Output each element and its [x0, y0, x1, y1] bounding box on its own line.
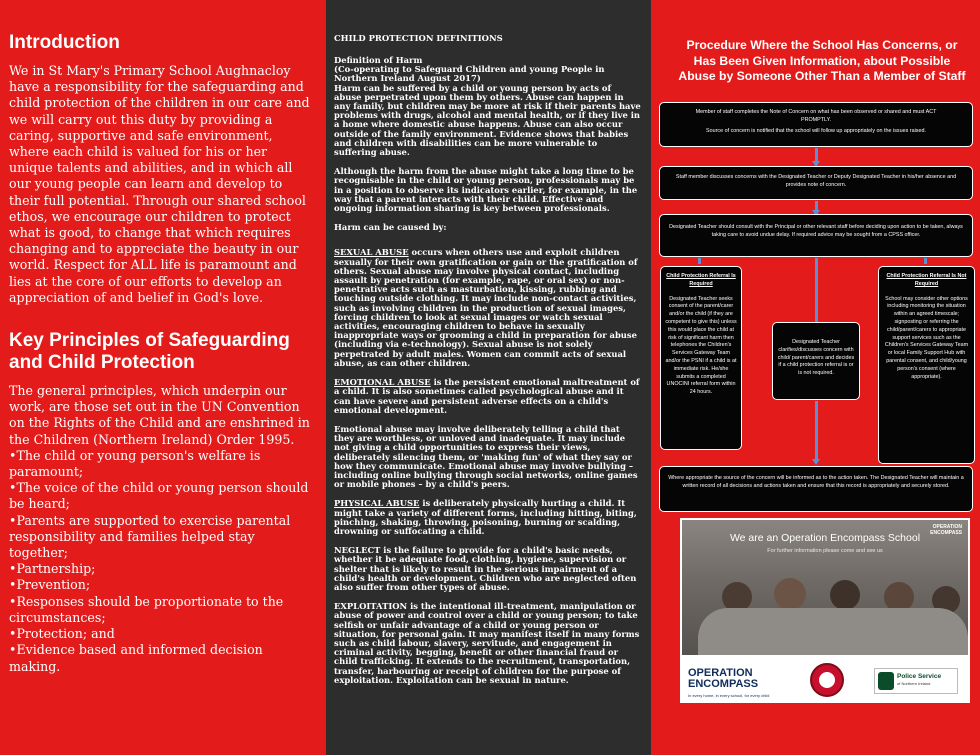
flow-step-3-text: Designated Teacher should consult with the Principal or other relevant staff before deciding upon action to be taken, always taking care to avoid undue delay. If required advice may be sought from a CPSS officer. — [669, 224, 963, 238]
middle-panel — [326, 0, 651, 755]
photo-corner-line-1: OPERATION — [932, 524, 962, 530]
procedure-title: Procedure Where the School Has Concerns, or Has Been Given Information, about Possible Abuse by Someone Other Than a Member of Staff — [678, 38, 966, 83]
emotional-abuse-paragraph — [334, 378, 641, 415]
neglect-paragraph — [334, 546, 641, 592]
flow-arrow-3-middle — [815, 258, 818, 322]
child-silhouette — [774, 578, 806, 610]
referral-not-required-text: School may consider other options including monitoring the situation within an agreed timescale; signposting or referring the child/parent/carers to appropriate support services such as the Children's Services Gateway Team or local Family Support Hub with parental consent, and child/young person's consent (where appropriate). — [884, 295, 969, 380]
final-record-box — [659, 466, 973, 512]
crest-center — [819, 672, 835, 688]
flow-arrow-4 — [815, 401, 818, 461]
psni-name-line-1: Police Service — [897, 673, 942, 680]
operation-encompass-logo — [688, 668, 769, 701]
psni-logo — [874, 668, 958, 694]
physical-abuse-text: is deliberately physically hurting a child. It might take a variety of different forms, including hitting, biting, pinching, shaking, throwing, poisoning, burning or scalding, drowning or suffocating a child. — [334, 498, 637, 536]
sexual-abuse-paragraph — [334, 248, 641, 368]
harm-definition — [334, 56, 641, 157]
poster-subtitle: For further information please come and see us — [767, 548, 883, 554]
children-photo — [682, 520, 968, 655]
flow-step-2-text: Staff member discusses concerns with the Designated Teacher or Deputy Designated Teacher in his/her absence and provides note of concern. — [675, 174, 957, 188]
intro-heading: Introduction — [9, 32, 120, 53]
flow-step-1-text: Member of staff completes the Note of Concern on what has been observed or shared and must ACT PROMPTLY. — [695, 109, 937, 123]
principle-item: • Evidence based and informed decision making. — [9, 642, 312, 674]
partner-logos — [680, 658, 970, 703]
flow-arrow-3-right — [924, 258, 927, 264]
principles-heading: Key Principles of Safeguarding and Child Protection — [9, 330, 290, 374]
exploitation-paragraph — [334, 602, 641, 685]
flow-step-2 — [659, 166, 973, 200]
harm-text: Harm can be suffered by a child or young person by acts of abuse perpetrated upon them by others. Abuse can happen in any family, but children may be more at risk if their parents have problems with drugs, alcohol and mental health, or if they live in a home where domestic abuse happens. Abuse can also occur outside of the family environment. Evidence shows that babies and children with disabilities can be more vulnerable to suffering abuse. — [334, 82, 641, 158]
poster-title: We are an Operation Encompass School — [729, 532, 921, 544]
clarify-box-text: Designated Teacher clarifies/discusses concern with child/ parent/carers and decides if a child protection referral is or is not required. — [777, 339, 855, 377]
principles-list — [9, 448, 312, 675]
flow-step-1-note: Source of concern is notified that the school will follow up appropriately on the issues raised. — [706, 127, 926, 134]
emotional-abuse-label: EMOTIONAL ABUSE — [334, 377, 431, 388]
caused-by: Harm can be caused by: — [334, 222, 447, 233]
psni-name — [897, 673, 941, 687]
photo-corner-line-2: ENCOMPASS — [930, 530, 962, 536]
sexual-abuse-text: occurs when others use and exploit children sexually for their own gratification or gain or the gratification of others. Sexual abuse may involve physical contact, including assault by penetration (for example, rape, or oral sex) or non-penetrative acts such as masturbation, kissing, rubbing and touching outside clothing. It may include non-contact activities, such as involving children in the production of sexual images, forcing children to look at sexual images or watch sexual activities, encouraging children to behave in sexually inappropriate ways or grooming a child in preparation for abuse (including via e-technology). Sexual abuse is not solely perpetrated by adult males. Women can commit acts of sexual abuse, as can other children. — [334, 247, 638, 368]
psni-badge-icon — [878, 672, 894, 690]
exploitation-text: is the intentional ill-treatment, manipulation or abuse of power and control over a child or young person; to take selfish or unfair advantage of a child or young person or situation, for personal gain. It may manifest itself in many forms such as child labour, slavery, servitude, and engagement in criminal activity, begging, benefit or other financial fraud or child trafficking. It extends to the recruitment, transportation, transfer, harbouring or receipt of children for the purpose of exploitation. Exploitation can be sexual in nature. — [334, 601, 640, 685]
final-record-text: Where appropriate the source of the concern will be informed as to the action taken. The Designated Teacher will maintain a written record of all decisions and actions taken and ensure that this record is appropriately and securely stored. — [668, 475, 964, 489]
neglect-text: is the failure to provide for a child's basic needs, whether it be adequate food, clothing, hygiene, supervision or shelter that is likely to result in the serious impairment of a child's health or development. Children who are neglected often also suffer from other types of abuse. — [334, 545, 637, 592]
physical-abuse-paragraph — [334, 499, 641, 536]
referral-not-required-box — [878, 266, 975, 464]
school-crest-icon — [810, 663, 844, 697]
referral-not-required-title: Child Protection Referral Is Not Required — [886, 273, 967, 287]
referral-required-text: Designated Teacher seeks consent of the parent/carer and/or the child (if they are competent to give this) unless this would place the child at risk of significant harm then telephones the Children's Services Gateway Team and/or the PSNI if a child is at immediate risk. He/she submits a completed UNOCINI referral form within 24 hours. — [665, 295, 737, 396]
emotional-abuse-text: is the persistent emotional maltreatment of a child. It is also sometimes called psychological abuse and it can have severe and persistent adverse effects on a child's emotional development. — [334, 377, 640, 415]
principle-item: • Protection; and — [9, 626, 312, 642]
children-bodies — [698, 608, 968, 655]
referral-required-box — [660, 266, 742, 450]
oe-logo-line-2: ENCOMPASS — [688, 678, 759, 690]
flow-arrow-4-head — [812, 459, 820, 465]
principle-item: • Responses should be proportionate to the circumstances; — [9, 594, 312, 626]
exploitation-label: EXPLOITATION — [334, 601, 408, 612]
harm-title: Definition of Harm — [334, 55, 423, 65]
principle-item: • The voice of the child or young person should be heard; — [9, 480, 312, 512]
principle-item: • Partnership; — [9, 561, 312, 577]
flow-step-1 — [659, 102, 973, 147]
harm-source: (Co-operating to Safeguard Children and young People in Northern Ireland August 2017) — [334, 64, 605, 84]
left-panel — [0, 0, 326, 755]
operation-encompass-poster — [680, 518, 970, 703]
oe-logo-line-1: OPERATION — [688, 667, 753, 679]
child-silhouette — [830, 580, 860, 610]
principle-item: • Parents are supported to exercise parental responsibility and families helped stay together; — [9, 513, 312, 562]
flow-arrow-1 — [815, 148, 818, 162]
oe-tagline: In every home, in every school, for every child — [688, 693, 770, 698]
referral-required-title: Child Protection Referral Is Required — [666, 273, 736, 287]
right-panel — [651, 0, 980, 755]
principle-item: • Prevention; — [9, 577, 312, 593]
flow-step-3 — [659, 214, 973, 257]
neglect-label: NEGLECT — [334, 545, 381, 556]
intro-text: We in St Mary's Primary School Aughnacloy have a responsibility for the safeguarding and child protection of the children in our care and we will carry out this duty by providing a caring, supportive and safe environment, where each child is valued for his or her unique talents and abilities, and in which all our young people can learn and develop to their full potential. Through our shared school ethos, we encourage our children to protect what is good, to change that which requires changing and to appreciate the beauty in our world. Respect for ALL life is paramount and lies at the core of our efforts to develop an appreciation of and belief in God's love. — [9, 63, 310, 305]
physical-abuse-label: PHYSICAL ABUSE — [334, 498, 420, 509]
psni-name-line-2: of Northern Ireland — [897, 681, 931, 686]
clarify-box — [772, 322, 860, 400]
definitions-heading: CHILD PROTECTION DEFINITIONS — [334, 33, 503, 43]
principle-item: • The child or young person's welfare is paramount; — [9, 448, 312, 480]
emotional-abuse-paragraph-2: Emotional abuse may involve deliberately telling a child that they are worthless, or unloved and inadequate. It may include not giving a child opportunities to express their views, deliberately silencing them, or 'making fun' of what they say or how they communicate. Emotional abuse may involve bullying – including online bullying through social networks, online games or mobile phones – by a child's peers. — [334, 423, 638, 490]
harm-text-2: Although the harm from the abuse might take a long time to be recognisable in the child or young person, professionals may be in a position to observe its indicators earlier, for example, in the way that a parent interacts with their child. Effective and ongoing information sharing is key between professionals. — [334, 166, 638, 214]
principles-intro: The general principles, which underpin our work, are those set out in the UN Convention on the Rights of the Child and are enshrined in the Children (Northern Ireland) Order 1995. — [9, 383, 310, 447]
flow-arrow-3-left — [698, 258, 701, 264]
sexual-abuse-label: SEXUAL ABUSE — [334, 247, 409, 258]
